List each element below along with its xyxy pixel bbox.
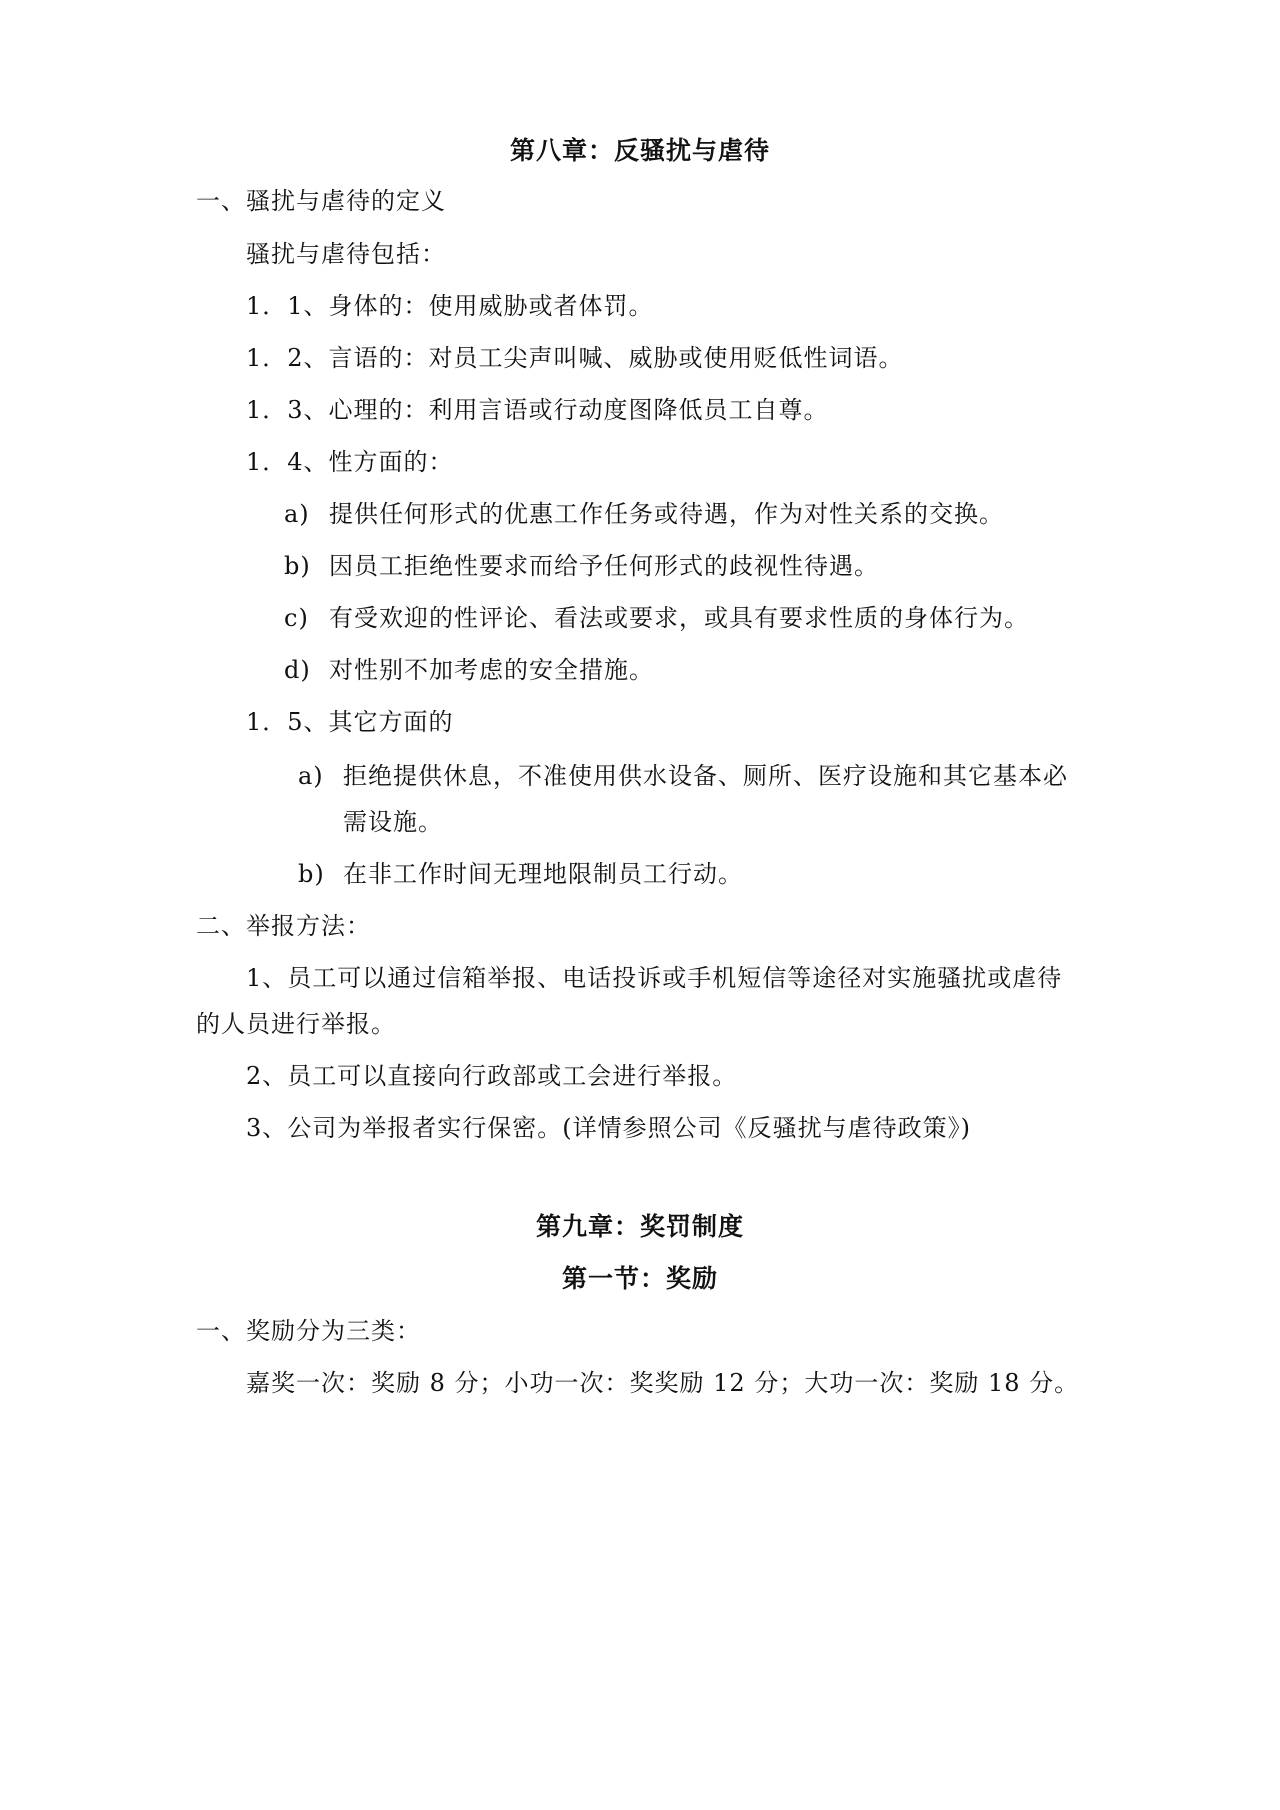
section-2-heading: 二、举报方法： (196, 912, 371, 940)
item-1-5-heading: 1．5、其它方面的 (246, 708, 454, 736)
item-label: c) (284, 604, 309, 632)
report-method-1: 1、员工可以通过信箱举报、电话投诉或手机短信等途径对实施骚扰或虐待 (246, 964, 1063, 992)
item-text: 对性别不加考虑的安全措施。 (329, 656, 654, 684)
item-1-4-d (284, 655, 654, 685)
report-method-1-continued: 的人员进行举报。 (196, 1010, 396, 1038)
item-1-4-b (284, 551, 879, 581)
section-1-heading: 一、骚扰与虐待的定义 (196, 187, 446, 215)
report-method-3: 3、公司为举报者实行保密。(详情参照公司《反骚扰与虐待政策》) (246, 1114, 971, 1142)
item-1-2: 1．2、言语的：对员工尖声叫喊、威胁或使用贬低性词语。 (246, 344, 904, 372)
item-label: d) (284, 656, 311, 684)
chapter-8-title: 第八章：反骚扰与虐待 (509, 136, 770, 165)
item-1-4-c (284, 603, 1029, 633)
item-label: b) (284, 552, 311, 580)
report-method-2: 2、员工可以直接向行政部或工会进行举报。 (246, 1062, 738, 1090)
section-title-rewards: 第一节：奖励 (561, 1264, 718, 1293)
item-1-5-b (298, 859, 743, 889)
item-label: a) (298, 762, 324, 790)
item-1-1: 1．1、身体的：使用威胁或者体罚。 (246, 292, 654, 320)
item-text: 有受欢迎的性评论、看法或要求，或具有要求性质的身体行为。 (329, 604, 1029, 632)
item-text: 拒绝提供休息，不准使用供水设备、厕所、医疗设施和其它基本必 (343, 762, 1068, 790)
chapter-9-title: 第九章：奖罚制度 (535, 1212, 744, 1241)
item-label: b) (298, 860, 325, 888)
section-1-intro: 骚扰与虐待包括： (246, 240, 446, 268)
item-1-4-a (284, 499, 1004, 529)
item-1-5-a (298, 761, 1068, 791)
item-1-5-a-continued: 需设施。 (343, 808, 443, 836)
item-1-4-heading: 1．4、性方面的： (246, 448, 454, 476)
rewards-detail: 嘉奖一次：奖励 8 分；小功一次：奖奖励 12 分；大功一次：奖励 18 分。 (246, 1369, 1080, 1397)
item-1-3: 1．3、心理的：利用言语或行动度图降低员工自尊。 (246, 396, 829, 424)
item-text: 提供任何形式的优惠工作任务或待遇，作为对性关系的交换。 (329, 500, 1004, 528)
item-text: 因员工拒绝性要求而给予任何形式的歧视性待遇。 (329, 552, 879, 580)
item-label: a) (284, 500, 310, 528)
item-text: 在非工作时间无理地限制员工行动。 (343, 860, 743, 888)
rewards-heading: 一、奖励分为三类： (196, 1317, 421, 1345)
